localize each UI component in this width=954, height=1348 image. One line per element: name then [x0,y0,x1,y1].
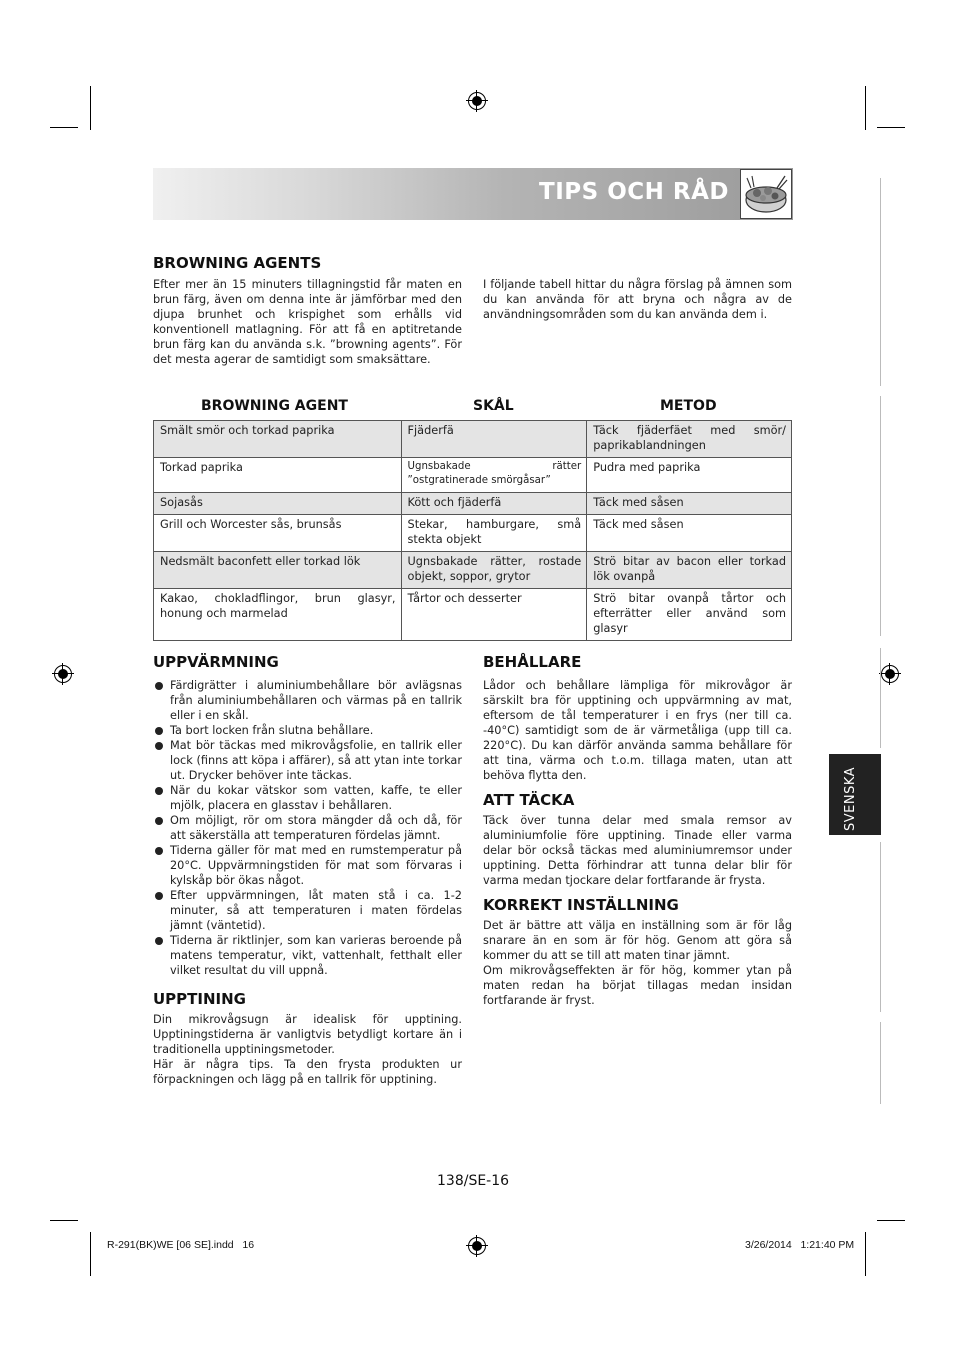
food-bowl-icon [740,169,792,219]
page-title: TIPS OCH RÅD [539,179,729,205]
table-cell: Smält smör och torkad paprika [154,421,402,458]
table-row [154,421,792,458]
footer-date: 3/26/2014 1:21:40 PM [745,1239,855,1251]
table-cell: Fjäderfä [401,421,587,458]
section-heading-browning: BROWNING AGENTS [153,254,322,272]
registration-mark-icon [468,92,486,110]
table-row [154,589,792,641]
table-cell: Stekar, hamburgare, små stekta objekt [401,515,587,552]
section-heading-korrekt-installning: KORREKT INSTÄLLNING [483,896,679,914]
att-tacka-text: Täck över tunna delar med smala remsor av aluminiumfolie före upptining. Tinade eller varma delar bör också täckas med aluminiumremsor under upptining. Detta förhindrar att tunna delar blir för varma medan tjockare delar fortfarande är frysta. [483,814,792,887]
table-header-dish: SKÅL [473,398,514,414]
right-column [483,653,792,1008]
table-cell: Täck med såsen [587,515,792,552]
behallare-text: Lådor och behållare lämpliga för mikrovågor är särskilt bra för upptining och uppvärmning av mat, eftersom de tål temperaturer i en frys (ner till ca. -40°C) samtidigt som de är värmetåliga (upp till ca. 220°C). Du kan därför använda samma behållare för att tina, värma och t.o.m. tillaga maten, utan att behöva flytta den. [483,679,792,782]
table-row [154,458,792,493]
footer-file-info: R-291(BK)WE [06 SE].indd 16 [107,1239,255,1251]
browning-intro-text: Efter mer än 15 minuters tillagningstid får maten en brun färg, även om denna inte är jämförbar med den djupa brunhet och krispighet som erhålls vid konventionell matlagning. För att få en aptitretande brun färg kan du använda s.k. ”browning agents”. För det mesta agerar de samtidigt som smaksättare. [153,278,462,366]
crop-mark [50,1220,78,1221]
crop-mark [865,86,866,130]
registration-mark-icon [468,1237,486,1255]
table-cell: Täck fjäderfäet med smör/ paprikablandningen [587,421,792,458]
side-rule [880,1022,881,1104]
page-number: 138/SE-16 [437,1173,510,1189]
section-heading-behallare: BEHÅLLARE [483,653,582,671]
crop-mark [50,127,78,128]
section-heading-att-tacka: ATT TÄCKA [483,791,575,809]
crop-mark [90,1232,91,1276]
side-rule [880,648,881,748]
table-cell: Strö bitar av bacon eller torkad lök ovanpå [587,552,792,589]
crop-mark [877,127,905,128]
table-cell: Tårtor och desserter [401,589,587,641]
table-cell: Pudra med paprika [587,458,792,493]
table-header-agent: BROWNING AGENT [201,398,348,414]
crop-mark [877,1220,905,1221]
table-row [154,552,792,589]
side-rule [880,178,881,386]
list-item: Om möjligt, rör om stora mängder då och då, för att säkerställa att temperaturen fördelas jämnt. [153,813,462,843]
list-item: Tiderna gäller för mat med en rumstemperatur på 20°C. Uppvärmningstiden för mat som förvaras i kylskåp bör ökas något. [153,843,462,888]
list-item: När du kokar vätskor som vatten, kaffe, te eller mjölk, placera en glasstav i behållaren. [153,783,462,813]
table-row [154,493,792,515]
table-cell: Kakao, chokladflingor, brun glasyr, honung och marmelad [154,589,402,641]
table-cell: Nedsmält baconfett eller torkad lök [154,552,402,589]
list-item: Ta bort locken från slutna behållare. [153,723,462,738]
page-header-banner [153,168,793,220]
registration-mark-icon [54,665,72,683]
table-cell: Torkad paprika [154,458,402,493]
browning-agents-table [153,420,792,641]
language-tab-label: SVENSKA [843,766,858,831]
left-column [153,653,462,1087]
korrekt-installning-text: Det är bättre att välja en inställning som är för låg snarare än en som är för hög. Genom att göra så kommer du att se till att maten tinar jämnt. [483,919,792,962]
list-item: Mat bör täckas med mikrovågsfolie, en tallrik eller lock (finns att köpa i affärer), så att ytan inte torkar ut. Drycker behöver inte täckas. [153,738,462,783]
table-row [154,515,792,552]
table-cell: Strö bitar ovanpå tårtor och efterrätter eller använd som glasyr [587,589,792,641]
list-item: Färdigrätter i aluminiumbehållare bör avlägsnas från aluminiumbehållaren och värmas på en tallrik eller i en skål. [153,678,462,723]
table-cell: Ugnsbakade rätter ”ostgratinerade smörgåsar” [401,458,587,493]
table-cell: Täck med såsen [587,493,792,515]
table-cell: Grill och Worcester sås, brunsås [154,515,402,552]
upptining-tips-text: Här är några tips. Ta den frysta produkten ur förpackningen och lägg på en tallrik för upptining. [153,1058,462,1086]
registration-mark-icon [881,665,899,683]
table-cell: Ugnsbakade rätter, rostade objekt, soppor, grytor [401,552,587,589]
language-tab [829,754,881,835]
section-heading-upptining: UPPTINING [153,990,246,1008]
korrekt-installning-text-2: Om mikrovågseffekten är för hög, kommer ytan på maten redan ha börjat tillagas medan insidan fortfarande är fryst. [483,964,792,1007]
table-cell: Kött och fjäderfä [401,493,587,515]
upptining-text: Din mikrovågsugn är idealisk för upptining. Upptiningstiderna är vanligtvis betydligt kortare än i traditionella upptiningsmetoder. [153,1013,462,1056]
side-rule [880,842,881,1012]
table-header-method: METOD [660,398,717,414]
side-rule [880,396,881,636]
browning-table-intro-text: I följande tabell hittar du några förslag på ämnen som du kan använda för att bryna och några av de användningsområden som du kan använda dem i. [483,278,792,321]
uppvarmning-list [153,678,462,978]
list-item: Tiderna är riktlinjer, som kan varieras beroende på matens temperatur, vikt, vattenhalt, fetthalt eller vilket resultat du vill uppnå. [153,933,462,978]
section-heading-uppvarmning: UPPVÄRMNING [153,653,279,671]
list-item: Efter uppvärmningen, låt maten stå i ca. 1-2 minuter, så att temperaturen i maten fördelas jämnt (väntetid). [153,888,462,933]
table-cell: Sojasås [154,493,402,515]
crop-mark [865,1232,866,1276]
crop-mark [90,86,91,130]
